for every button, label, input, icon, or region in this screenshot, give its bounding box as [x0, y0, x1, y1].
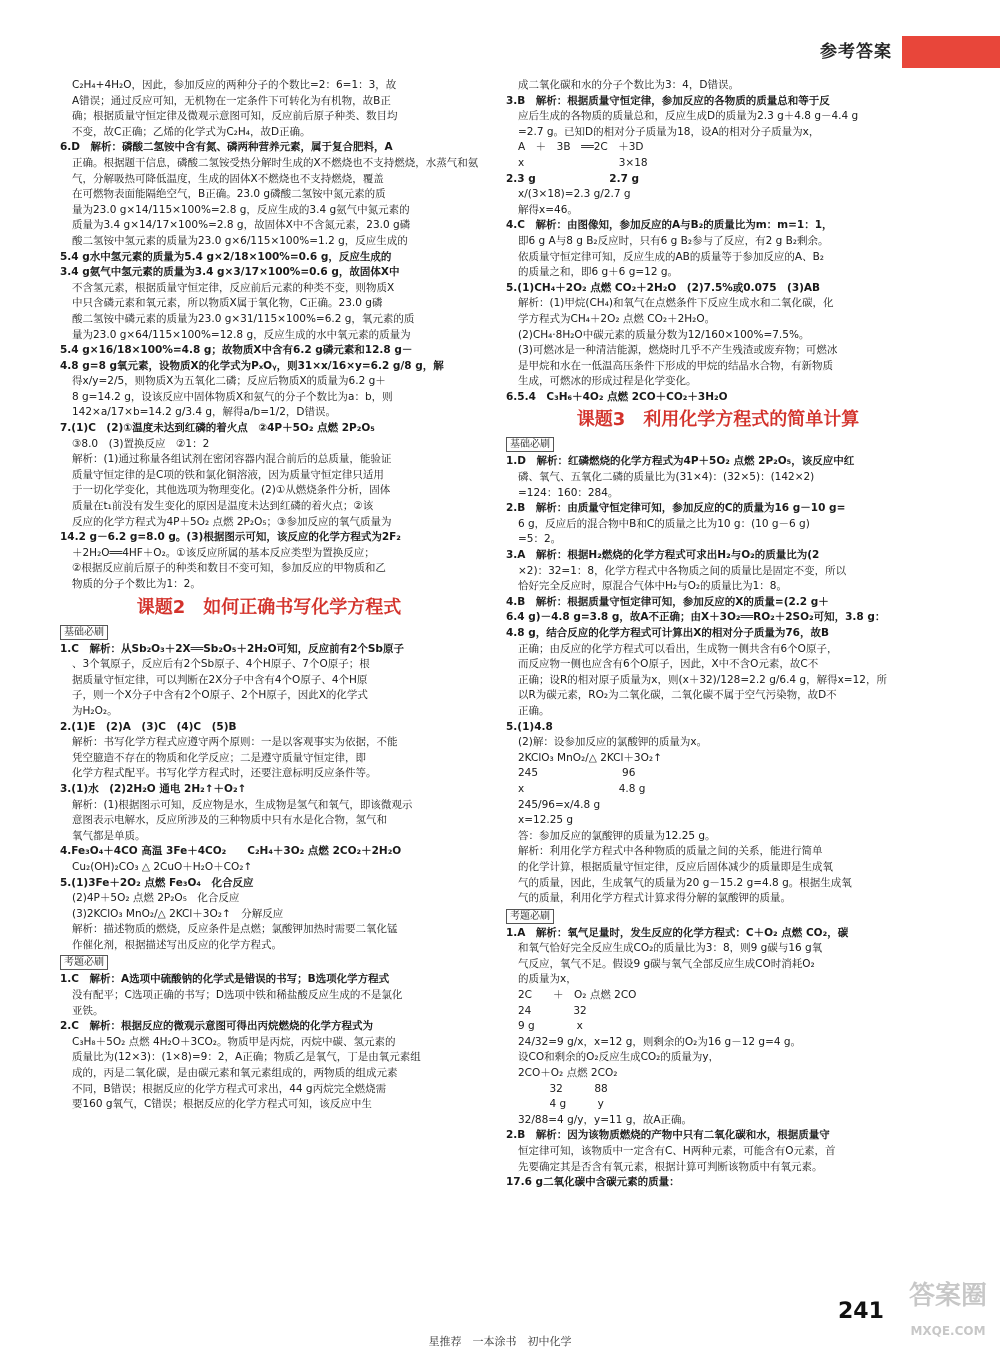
text-line: 解析：(1)甲烷(CH₄)和氧气在点燃条件下反应生成水和二氧化碳，化	[518, 297, 834, 310]
right-column	[506, 78, 930, 1336]
left-block-c	[60, 972, 478, 1112]
text-line: 恒定律可知，该物质中一定含有C、H两种元素，可能含有O元素，首	[518, 1145, 836, 1157]
text-line: 5.(1)4.8	[506, 720, 553, 733]
left-block-a	[60, 78, 478, 593]
text-line: 4 g y	[518, 1098, 604, 1111]
text-line: 中只含磷元素和氧元素，所以物质X属于氧化物，C正确。23.0 g磷	[72, 297, 383, 310]
text-line: 的化学计算，根据质量守恒定律，反应后固体减少的质量即是生成氧	[518, 860, 833, 873]
text-line: 245/96=x/4.8 g	[518, 798, 601, 811]
text-line: 酸二氢铵中氢元素的质量为23.0 g×6/115×100%=1.2 g，反应生成的	[72, 234, 408, 247]
text-line: 解析：利用化学方程式中各种物质的质量之间的关系，能进行简单	[518, 845, 823, 858]
text-line: 、3个氧原子，反应后有2个Sb原子、4个H原子、7个O原子；根	[72, 658, 370, 671]
text-line: 2.B 解析：因为该物质燃烧的产物中只有二氧化碳和水，根据质量守	[506, 1129, 830, 1142]
text-line: 气的质量，利用化学方程式计算求得分解的氯酸钾的质量。	[518, 892, 791, 905]
text-line: 6.D 解析：磷酸二氢铵中含有氮、磷两种营养元素，属于复合肥料，A	[60, 141, 393, 154]
text-line: Cu₂(OH)₂CO₃ △ 2CuO＋H₂O＋CO₂↑	[72, 860, 253, 873]
text-line: 4.8 g，结合反应的化学方程式可计算出X的相对分子质量为76，故B	[506, 627, 829, 639]
text-line: 酸二氢铵中磷元素的质量为23.0 g×31/115×100%=6.2 g，氧元素的质	[72, 312, 415, 325]
text-line: 于一切化学变化，其他选项为物理变化。(2)①从燃烧条件分析，固体	[72, 484, 391, 497]
text-line: 答：参加反应的氯酸钾的质量为12.25 g。	[518, 829, 716, 842]
text-line: 而反应物一侧也应含有6个O原子，因此，X中不含O元素，故C不	[518, 658, 819, 671]
text-line: 32/88=4 g/y，y=11 g，故A正确。	[518, 1113, 693, 1126]
text-line: 学方程式为CH₄＋2O₂ 点燃 CO₂＋2H₂O。	[518, 312, 716, 325]
text-line: ＋2H₂O══4HF＋O₂。①该反应所属的基本反应类型为置换反应；	[72, 546, 375, 559]
text-line: 解析：(1)通过称量各组试剂在密闭容器内混合前后的总质量，能验证	[72, 453, 392, 466]
text-line: 17.6 g二氧化碳中含碳元素的质量：	[506, 1176, 680, 1189]
text-line: 要160 g氧气，C错误；根据反应的化学方程式可知，该反应中生	[72, 1098, 372, 1111]
text-line: 应后生成的各物质的质量总和，反应生成D的质量为2.3 g＋4.8 g－4.4 g	[518, 110, 859, 123]
text-line: x=12.25 g	[518, 814, 574, 827]
page-number: 241	[838, 1299, 884, 1324]
section-title-3: 课题3 利用化学方程式的简单计算	[576, 409, 860, 431]
text-line: x 4.8 g	[518, 782, 646, 795]
section-title-2: 课题2 如何正确书写化学方程式	[136, 596, 402, 618]
text-line: 物质的分子个数比为1：2。	[72, 578, 201, 590]
text-line: 磷、氧气、五氧化二磷的质量比为(31×4)：(32×5)：(142×2)	[518, 471, 815, 484]
tag-basic-left: 基础必刷	[60, 625, 108, 640]
text-line: 正确；设R的相对原子质量为x，则(x＋32)/128=2.2 g/6.4 g，解得x=12，所	[518, 673, 887, 686]
text-line: ×2)：32=1：8，化学方程式中各物质之间的质量比是固定不变，所以	[518, 564, 847, 577]
text-line: 5.(1)3Fe＋2O₂ 点燃 Fe₃O₄ 化合反应	[60, 876, 254, 889]
text-line: 和氧气恰好完全反应生成CO₂的质量比为3：8，则9 g碳与16 g氧	[518, 942, 823, 955]
text-line: 据质量守恒定律，可以判断在2X分子中含有4个O原子、4个H原	[72, 673, 368, 686]
text-line: (2)CH₄·8H₂O中碳元素的质量分数为12/160×100%=7.5%。	[518, 328, 810, 341]
text-line: 量为23.0 g×14/115×100%=2.8 g，反应生成的3.4 g氨气中氮元素的	[72, 203, 410, 216]
text-line: x 3×18	[518, 156, 648, 169]
tag-exam-right: 考题必刷	[506, 909, 554, 924]
text-line: 意图表示电解水，反应所涉及的三种物质中只有水是化合物，氢气和	[72, 814, 387, 827]
text-line: 质量守恒定律的是C项的铁和氯化铜溶液，因为质量守恒定律只适用	[72, 468, 384, 481]
text-line: 气的质量，因此，生成氧气的质量为20 g－15.2 g=4.8 g。根据生成氧	[518, 876, 852, 889]
text-line: 3.A 解析：根据H₂燃烧的化学方程式可求出H₂与O₂的质量比为(2	[506, 549, 820, 562]
text-line: 32 88	[518, 1082, 608, 1095]
text-line: 6.4 g)－4.8 g=3.8 g，故A不正确；由X＋3O₂══RO₂＋2SO₂可知，3.8 g：	[506, 611, 886, 624]
text-line: 氧气都是单质。	[72, 829, 146, 842]
text-line: 得x/y=2/5，则物质X为五氧化二磷；反应后物质X的质量为6.2 g＋	[72, 375, 386, 388]
text-line: 3.(1)水 (2)2H₂O 通电 2H₂↑＋O₂↑	[60, 782, 247, 795]
text-line: 1.D 解析：红磷燃烧的化学方程式为4P＋5O₂ 点燃 2P₂O₅，该反应中红	[506, 455, 855, 468]
text-line: 1.A 解析：氧气足量时，发生反应的化学方程式：C＋O₂ 点燃 CO₂，碳	[506, 926, 849, 939]
text-line: 2C ＋ O₂ 点燃 2CO	[518, 989, 637, 1002]
text-line: 质量为3.4 g×14/17×100%=2.8 g，故固体X中不含氮元素，23.0 g磷	[72, 219, 411, 232]
text-line: 24/32=9 g/x，x=12 g，则剩余的O₂为16 g－12 g=4 g。	[518, 1035, 802, 1048]
text-line: 4.C 解析：由图像知，参加反应的A与B₂的质量比为m：m=1：1，	[506, 219, 833, 232]
left-column	[60, 78, 478, 1336]
text-line: 化学方程式配平。书写化学方程式时，还要注意标明反应条件等。	[72, 767, 377, 780]
tag-basic-right: 基础必刷	[506, 437, 554, 452]
watermark-bottom: MXQE.COM	[910, 1324, 986, 1338]
text-line: 设CO和剩余的O₂反应生成CO₂的质量为y，	[518, 1051, 720, 1064]
text-line: 凭空臆造不存在的物质和化学反应；二是遵守质量守恒定律，即	[72, 751, 366, 764]
header-accent-bar	[902, 36, 1000, 68]
text-line: 解得x=46。	[518, 203, 578, 216]
text-line: x/(3×18)=2.3 g/2.7 g	[518, 188, 631, 201]
text-line: 是甲烷和水在一低温高压条件下形成的甲烷的结晶水合物，有新物质	[518, 359, 833, 372]
text-line: 质量在t₁前没有发生变化的原因是温度未达到红磷的着火点；②该	[72, 500, 374, 513]
text-line: (3)可燃冰是一种清洁能源，燃烧时几乎不产生残渣或废弃物；可燃冰	[518, 344, 838, 357]
text-line: 7.(1)C (2)①温度未达到红磷的着火点 ②4P＋5O₂ 点燃 2P₂O₅	[60, 422, 375, 435]
text-line: 先要确定其是否含有氧元素，根据计算可判断该物质中有氧元素。	[518, 1160, 823, 1173]
text-line: 8 g=14.2 g，设该反应中固体物质X和氨气的分子个数比为a：b，则	[72, 390, 393, 403]
text-line: 142×a/17×b=14.2 g/3.4 g，解得a/b=1/2，D错误。	[72, 406, 336, 419]
text-line: =124：160：284。	[518, 486, 619, 499]
text-line: 正确。根据题干信息，磷酸二氢铵受热分解时生成的X不燃烧也不支持燃烧，水蒸气和氨	[72, 156, 478, 169]
text-line: 2.3 g 2.7 g	[506, 172, 640, 185]
text-line: 不含氢元素，根据质量守恒定律，反应前后元素的种类不变，则物质X	[72, 281, 395, 294]
text-line: A错误；通过反应可知，无机物在一定条件下可转化为有机物，故B正	[72, 94, 391, 107]
text-line: 1.C 解析：A选项中硫酸钠的化学式是错误的书写；B选项化学方程式	[60, 973, 390, 986]
text-line: 2.C 解析：根据反应的微观示意图可得出丙烷燃烧的化学方程式为	[60, 1020, 373, 1033]
text-line: (2)解：设参加反应的氯酸钾的质量为x。	[518, 736, 708, 749]
text-line: 确；根据质量守恒定律及微观示意图可知，反应前后原子种类、数目均	[72, 110, 398, 123]
text-line: 成二氧化碳和水的分子个数比为3：4，D错误。	[518, 79, 739, 91]
text-line: =5：2。	[518, 533, 562, 546]
text-line: 3.B 解析：根据质量守恒定律，参加反应的各物质的质量总和等于反	[506, 94, 830, 107]
text-line: 反应的化学方程式为4P＋5O₂ 点燃 2P₂O₅；③参加反应的氧气质量为	[72, 515, 392, 528]
text-line: 解析：书写化学方程式应遵守两个原则：一是以客观事实为依据，不能	[72, 736, 398, 749]
text-line: 2CO＋O₂ 点燃 2CO₂	[518, 1067, 618, 1080]
text-line: 6.5.4 C₃H₆＋4O₂ 点燃 2CO＋CO₂＋3H₂O	[506, 390, 728, 403]
right-block-c	[506, 926, 930, 1191]
text-line: 的质量为x，	[518, 973, 577, 986]
text-line: 依质量守恒定律可知，反应生成的AB的质量等于参加反应的A、B₂	[518, 250, 824, 263]
text-line: 恰好完全反应时，原混合气体中H₂与O₂的质量比为1：8。	[518, 580, 787, 593]
text-line: 生成，可燃冰的形成过程是化学变化。	[518, 375, 697, 388]
text-line: 14.2 g－6.2 g=8.0 g。(3)根据图示可知，该反应的化学方程式为2F₂	[60, 531, 401, 544]
text-line: (2)4P＋5O₂ 点燃 2P₂O₅ 化合反应	[72, 892, 240, 905]
text-line: 不同，B错误；根据反应的化学方程式可求出，44 g丙烷完全燃烧需	[72, 1082, 387, 1095]
right-block-b	[506, 454, 930, 906]
text-line: 在可燃物表面能隔绝空气，B正确。23.0 g磷酸二氢铵中氮元素的质	[72, 188, 386, 201]
text-line: 9 g x	[518, 1020, 583, 1033]
text-line: 没有配平；C选项正确的书写；D选项中铁和稀盐酸反应生成的不是氯化	[72, 989, 403, 1002]
text-line: 245 96	[518, 767, 636, 780]
text-line: 1.C 解析：从Sb₂O₃＋2X══Sb₂O₅＋2H₂O可知，反应前有2个Sb原子	[60, 642, 404, 655]
text-line: 5.(1)CH₄＋2O₂ 点燃 CO₂＋2H₂O (2)7.5%或0.075 (3)AB	[506, 281, 821, 294]
text-line: C₃H₈＋5O₂ 点燃 4H₂O＋3CO₂。物质甲是丙烷，丙烷中碳、氢元素的	[72, 1035, 396, 1048]
watermark-logo	[900, 1270, 996, 1362]
text-line: C₂H₄+4H₂O，因此，参加反应的两种分子的个数比=2：6=1：3，故	[72, 79, 397, 91]
text-line: 4.B 解析：根据质量守恒定律可知，参加反应的X的质量=(2.2 g＋	[506, 595, 829, 608]
text-line: 4.8 g=8 g氧元素，设物质X的化学式为PₓOᵧ，则31×x/16×y=6.2 g/8 g，解	[60, 359, 444, 372]
text-line: 成的，丙是二氧化碳，是由碳元素和氧元素组成的，两物质的组成元素	[72, 1067, 398, 1080]
text-line: 2.B 解析：由质量守恒定律可知，参加反应的C的质量为16 g－10 g=	[506, 502, 846, 515]
text-line: 不变，故C正确；乙烯的化学式为C₂H₄，故D正确。	[72, 125, 311, 138]
text-line: 作催化剂，根据描述写出反应的化学方程式。	[72, 938, 282, 951]
text-line: 的质量之和，即6 g＋6 g=12 g。	[518, 266, 679, 279]
text-line: ③8.0 (3)置换反应 ②1：2	[72, 437, 210, 450]
text-line: 5.4 g×16/18×100%=4.8 g；故物质X中含有6.2 g磷元素和12.8 g－	[60, 344, 413, 357]
text-line: ②根据反应前后原子的种类和数目不变可知，参加反应的甲物质和乙	[72, 562, 386, 575]
text-line: 6 g，反应后的混合物中B和C的质量之比为10 g：(10 g－6 g)	[518, 517, 810, 530]
text-line: 质量比为(12×3)：(1×8)=9：2，A正确；物质乙是氧气，丁是由氧元素组	[72, 1051, 421, 1064]
text-line: 气反应，氧气不足。假设9 g碳与氧气全部反应生成CO时消耗O₂	[518, 957, 815, 970]
text-line: 子，则一个X分子中含有2个O原子、2个H原子，因此X的化学式	[72, 689, 368, 702]
text-line: 24 32	[518, 1004, 587, 1017]
text-line: 以R为碳元素，RO₂为二氧化碳，二氧化碳不属于空气污染物，故D不	[518, 689, 837, 702]
footer-text: 星推荐 一本涂书 初中化学	[428, 1335, 572, 1348]
header-label: 参考答案	[810, 36, 902, 68]
text-line: 正确；由反应的化学方程式可以看出，生成物一侧共含有6个O原子，	[518, 642, 838, 655]
text-line: 亚铁。	[72, 1004, 104, 1017]
text-line: 5.4 g水中氢元素的质量为5.4 g×2/18×100%=0.6 g，反应生成的	[60, 250, 392, 263]
text-line: 气，分解吸热可降低温度，生成的固体X不燃烧也不支持燃烧，覆盖	[72, 172, 384, 185]
text-line: 3.4 g氨气中氢元素的质量为3.4 g×3/17×100%=0.6 g，故固体X中	[60, 266, 400, 279]
text-line: 量为23.0 g×64/115×100%=12.8 g，反应生成的水中氧元素的质量为	[72, 328, 411, 341]
left-block-b	[60, 642, 478, 954]
watermark-top: 答案圈	[908, 1281, 987, 1311]
text-line: 解析：(1)根据图示可知，反应物是水，生成物是氢气和氧气，即该微观示	[72, 798, 413, 811]
text-line: 2KClO₃ MnO₂/△ 2KCl＋3O₂↑	[518, 751, 662, 764]
tag-exam-left: 考题必刷	[60, 955, 108, 970]
right-block-a	[506, 78, 930, 405]
text-line: 即6 g A与8 g B₂反应时，只有6 g B₂参与了反应，有2 g B₂剩余。	[518, 234, 829, 247]
text-line: =2.7 g。已知D的相对分子质量为18，设A的相对分子质量为x，	[518, 125, 820, 138]
text-line: 2.(1)E (2)A (3)C (4)C (5)B	[60, 720, 237, 733]
text-line: 解析：描述物质的燃烧，反应条件是点燃；氯酸钾加热时需要二氧化锰	[72, 923, 398, 936]
text-line: A ＋ 3B ══2C ＋3D	[518, 141, 644, 154]
text-line: 正确。	[518, 704, 550, 717]
text-line: (3)2KClO₃ MnO₂/△ 2KCl＋3O₂↑ 分解反应	[72, 907, 284, 920]
text-line: 4.Fe₃O₄＋4CO 高温 3Fe＋4CO₂ C₂H₄＋3O₂ 点燃 2CO₂＋2H₂O	[60, 845, 402, 858]
text-line: 为H₂O₂。	[72, 704, 118, 717]
header-tab	[810, 36, 1000, 68]
